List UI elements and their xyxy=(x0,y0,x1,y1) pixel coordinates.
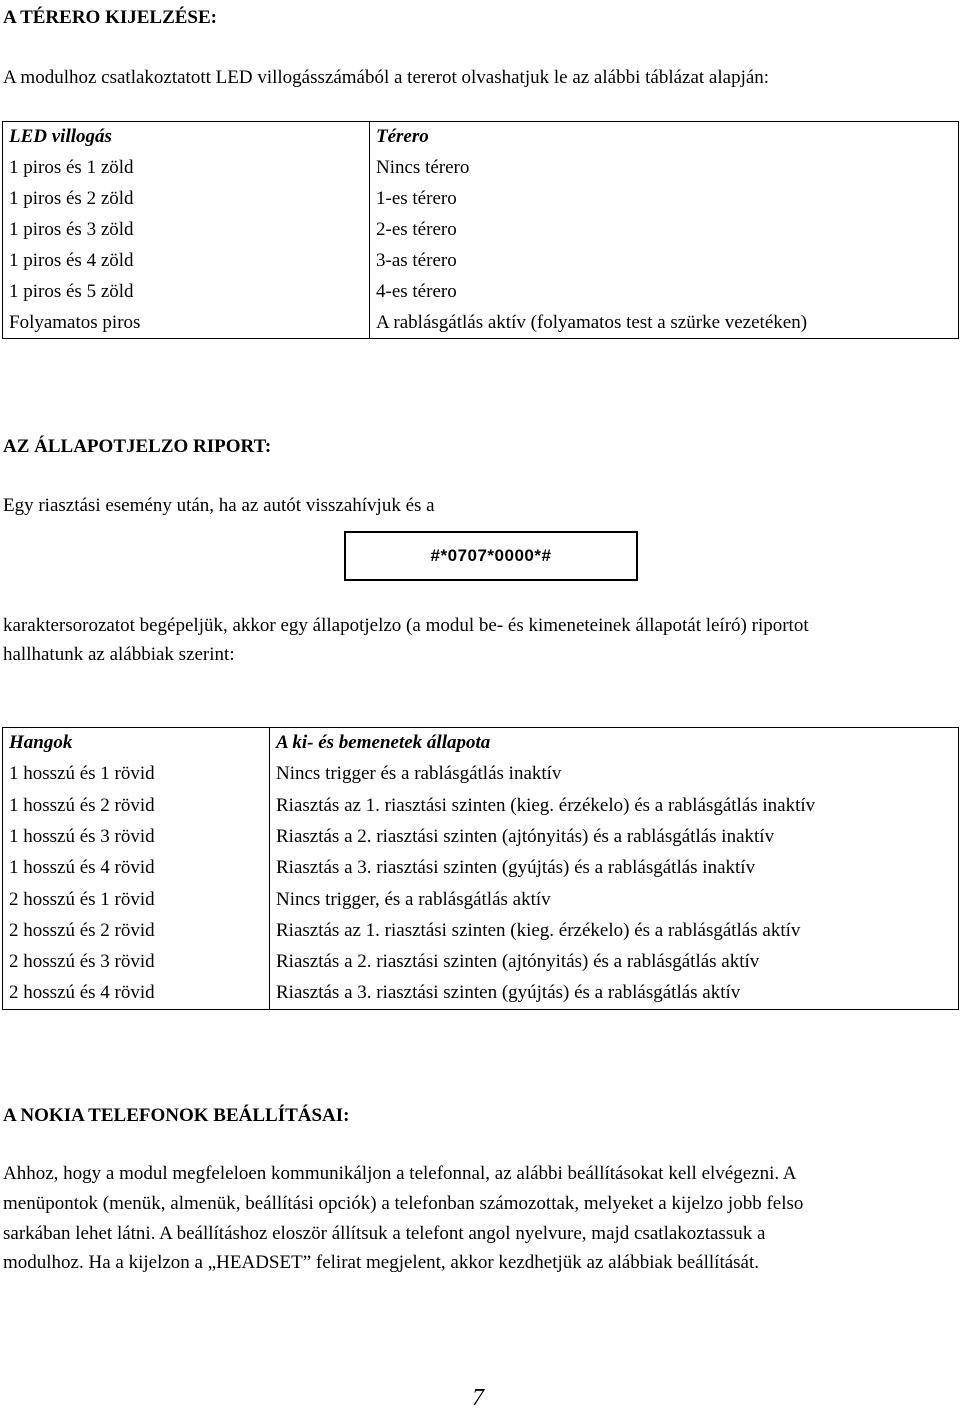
table-cell: 1-es térero xyxy=(376,188,457,209)
page-number: 7 xyxy=(472,1385,484,1411)
table-cell: Folyamatos piros xyxy=(3,308,370,339)
table-cell: Riasztás az 1. riasztási szinten (kieg. érzékelo) és a rablásgátlás inaktív xyxy=(276,794,816,816)
table-cell: Riasztás a 2. riasztási szinten (ajtónyitás) és a rablásgátlás aktív xyxy=(276,951,760,973)
section-heading-nokia-settings: A NOKIA TELEFONOK BEÁLLÍTÁSAI: xyxy=(3,1105,350,1126)
table-cell: 2-es térero xyxy=(376,219,457,240)
table-cell: 1 piros és 5 zöld xyxy=(3,277,370,308)
table-row xyxy=(3,821,959,852)
table-row xyxy=(3,246,959,277)
status-report-table xyxy=(2,727,959,1010)
table-row xyxy=(3,853,959,884)
status-report-intro: Egy riasztási esemény után, ha az autót visszahívjuk és a xyxy=(3,495,435,516)
table-cell: 2 hosszú és 1 rövid xyxy=(3,884,270,915)
table-row xyxy=(3,947,959,978)
table-cell: Riasztás az 1. riasztási szinten (kieg. érzékelo) és a rablásgátlás aktív xyxy=(276,919,801,941)
table-cell: 2 hosszú és 4 rövid xyxy=(3,978,270,1009)
table-cell: Riasztás a 2. riasztási szinten (ajtónyitás) és a rablásgátlás inaktív xyxy=(276,826,775,848)
table-header-row xyxy=(3,728,959,759)
table-header-io-state: A ki- és bemenetek állapota xyxy=(276,732,491,754)
table-cell: 4-es térero xyxy=(376,281,457,302)
table-row xyxy=(3,759,959,790)
table-header-signal: Térero xyxy=(376,126,429,148)
table-cell: 1 hosszú és 3 rövid xyxy=(3,821,270,852)
table-row xyxy=(3,184,959,215)
nokia-settings-line3: sarkában lehet látni. A beállításhoz eloször állítsuk a telefont angol nyelvure, majd csatlakoztassuk a xyxy=(3,1223,766,1244)
section-heading-signal-strength: A TÉRERO KIJELZÉSE: xyxy=(3,7,218,28)
table-cell: 1 piros és 1 zöld xyxy=(3,153,370,184)
table-cell: Nincs trigger, és a rablásgátlás aktív xyxy=(276,888,551,910)
table-cell: 2 hosszú és 3 rövid xyxy=(3,947,270,978)
table-cell: 2 hosszú és 2 rövid xyxy=(3,915,270,946)
nokia-settings-line2: menüpontok (menük, almenük, beállítási opciók) a telefonban számozottak, melyeket a kijelzo jobb felso xyxy=(3,1193,804,1214)
table-cell: 1 hosszú és 2 rövid xyxy=(3,790,270,821)
nokia-settings-line1: Ahhoz, hogy a modul megfeleloen kommunikáljon a telefonnal, az alábbi beállításokat kell elvégezni. A xyxy=(3,1163,797,1184)
table-row xyxy=(3,153,959,184)
table-cell: Nincs térero xyxy=(376,157,470,178)
status-report-text-line2: hallhatunk az alábbiak szerint: xyxy=(3,644,235,665)
table-cell: 1 hosszú és 4 rövid xyxy=(3,853,270,884)
table-cell: 1 hosszú és 1 rövid xyxy=(3,759,270,790)
table-row xyxy=(3,277,959,308)
table-row xyxy=(3,915,959,946)
code-box: #*0707*0000*# xyxy=(344,531,638,581)
table-cell: 1 piros és 2 zöld xyxy=(3,184,370,215)
table-row xyxy=(3,790,959,821)
nokia-settings-line4: modulhoz. Ha a kijelzon a „HEADSET” felirat megjelent, akkor kezdhetjük az alábbiak beállítását. xyxy=(3,1252,760,1273)
table-cell: 1 piros és 4 zöld xyxy=(3,246,370,277)
table-cell: 3-as térero xyxy=(376,250,457,271)
table-row xyxy=(3,308,959,339)
status-report-text-line1: karaktersorozatot begépeljük, akkor egy állapotjelzo (a modul be- és kimeneteinek állapotát leíró) riportot xyxy=(3,615,809,636)
table-row xyxy=(3,884,959,915)
signal-strength-table xyxy=(2,121,959,339)
table-cell: Nincs trigger és a rablásgátlás inaktív xyxy=(276,763,562,785)
table-header-row xyxy=(3,122,959,153)
table-cell: Riasztás a 3. riasztási szinten (gyújtás) és a rablásgátlás inaktív xyxy=(276,857,756,879)
table-cell: A rablásgátlás aktív (folyamatos test a szürke vezetéken) xyxy=(376,311,808,333)
table-header-sounds: Hangok xyxy=(3,728,270,759)
table-cell: Riasztás a 3. riasztási szinten (gyújtás) és a rablásgátlás aktív xyxy=(276,982,741,1004)
table-cell: 1 piros és 3 zöld xyxy=(3,215,370,246)
table-row xyxy=(3,978,959,1009)
table-row xyxy=(3,215,959,246)
signal-strength-intro: A modulhoz csatlakoztatott LED villogásszámából a tererot olvashatjuk le az alábbi táblázat alapján: xyxy=(3,67,770,88)
table-header-led: LED villogás xyxy=(3,122,370,153)
section-heading-status-report: AZ ÁLLAPOTJELZO RIPORT: xyxy=(3,436,272,457)
